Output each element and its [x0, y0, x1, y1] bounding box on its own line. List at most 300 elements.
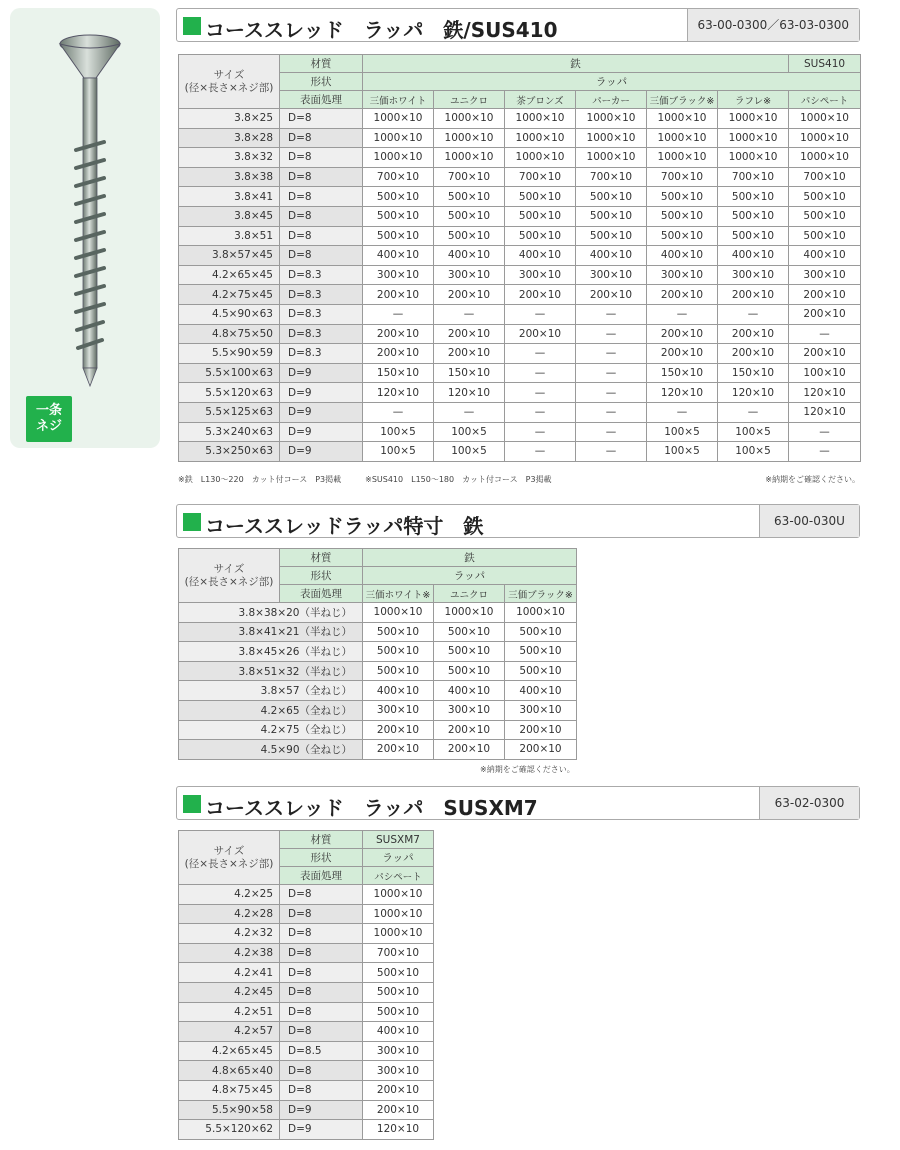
quantity-cell: — — [576, 363, 647, 383]
quantity-cell: 200×10 — [363, 344, 434, 364]
table-row — [179, 363, 861, 383]
shape-value: ラッパ — [363, 73, 861, 91]
finish-label: 表面処理 — [280, 585, 363, 603]
size-cell: 4.2×51 — [179, 1002, 280, 1022]
quantity-cell: 1000×10 — [789, 128, 861, 148]
quantity-cell: 500×10 — [363, 226, 434, 246]
quantity-cell: 500×10 — [434, 642, 505, 662]
size-cell: 4.8×75×50 — [179, 324, 280, 344]
quantity-cell: — — [505, 304, 576, 324]
quantity-cell: 500×10 — [363, 642, 434, 662]
shape-label: 形状 — [280, 567, 363, 585]
head-diameter-cell: D=8 — [280, 885, 363, 905]
quantity-cell: 300×10 — [718, 265, 789, 285]
quantity-cell: 500×10 — [363, 187, 434, 207]
quantity-cell: 1000×10 — [363, 148, 434, 168]
section2-note-delivery: ※納期をご確認ください。 — [480, 765, 575, 774]
quantity-cell: 300×10 — [576, 265, 647, 285]
head-diameter-cell: D=9 — [280, 363, 363, 383]
section3-table — [178, 830, 434, 1140]
material-label: 材質 — [280, 831, 363, 849]
quantity-cell: 200×10 — [505, 740, 577, 760]
quantity-cell: 1000×10 — [363, 603, 434, 623]
section3-title: コーススレッド ラッパ SUSXM7 — [205, 796, 538, 820]
quantity-cell: 400×10 — [363, 681, 434, 701]
quantity-cell: 200×10 — [363, 324, 434, 344]
table-row — [179, 622, 577, 642]
quantity-cell: 500×10 — [505, 661, 577, 681]
quantity-cell: 500×10 — [434, 206, 505, 226]
size-cell: 3.8×28 — [179, 128, 280, 148]
quantity-cell: 300×10 — [505, 265, 576, 285]
table-row — [179, 109, 861, 129]
table-row — [179, 904, 434, 924]
size-header-line2: (径×長さ×ネジ部) — [184, 575, 274, 588]
quantity-cell: 500×10 — [647, 226, 718, 246]
size-cell: 4.2×65（全ねじ） — [179, 700, 363, 720]
quantity-cell: 200×10 — [363, 740, 434, 760]
quantity-cell: 500×10 — [363, 661, 434, 681]
size-cell: 4.2×75×45 — [179, 285, 280, 305]
quantity-cell: 700×10 — [789, 167, 861, 187]
finish-column-header: 三価ブラック※ — [505, 585, 577, 603]
size-cell: 4.2×41 — [179, 963, 280, 983]
section1-title: コーススレッド ラッパ 鉄/SUS410 — [205, 18, 558, 42]
size-cell: 3.8×51 — [179, 226, 280, 246]
quantity-cell: — — [576, 324, 647, 344]
size-cell: 4.2×38 — [179, 943, 280, 963]
size-cell: 4.2×65×45 — [179, 1041, 280, 1061]
quantity-cell: — — [576, 402, 647, 422]
size-cell: 4.2×65×45 — [179, 265, 280, 285]
table-row — [179, 265, 861, 285]
material-iron: 鉄 — [363, 549, 577, 567]
quantity-cell: 400×10 — [647, 246, 718, 266]
quantity-cell: 120×10 — [789, 402, 861, 422]
size-cell: 5.5×90×58 — [179, 1100, 280, 1120]
quantity-cell: — — [505, 383, 576, 403]
head-diameter-cell: D=8 — [280, 924, 363, 944]
quantity-cell: 120×10 — [647, 383, 718, 403]
section1-code: 63-00-0300／63-03-0300 — [687, 9, 859, 41]
table-row — [179, 1120, 434, 1140]
quantity-cell: 500×10 — [647, 187, 718, 207]
quantity-cell: 500×10 — [434, 226, 505, 246]
quantity-cell: 1000×10 — [434, 603, 505, 623]
size-cell: 5.5×125×63 — [179, 402, 280, 422]
head-diameter-cell: D=8.3 — [280, 344, 363, 364]
size-cell: 3.8×45 — [179, 206, 280, 226]
quantity-cell: 300×10 — [363, 700, 434, 720]
quantity-cell: 100×5 — [434, 422, 505, 442]
quantity-cell: 120×10 — [718, 383, 789, 403]
quantity-cell: — — [718, 402, 789, 422]
quantity-cell: 1000×10 — [434, 109, 505, 129]
quantity-cell: 500×10 — [363, 206, 434, 226]
finish-column-header: 茶ブロンズ — [505, 91, 576, 109]
quantity-cell: 400×10 — [718, 246, 789, 266]
table-row — [179, 720, 577, 740]
quantity-cell: 1000×10 — [363, 885, 434, 905]
finish-column-header: ラフレ※ — [718, 91, 789, 109]
size-cell: 4.2×75（全ねじ） — [179, 720, 363, 740]
quantity-cell: 1000×10 — [789, 148, 861, 168]
single-thread-badge — [26, 396, 72, 442]
head-diameter-cell: D=8 — [280, 1061, 363, 1081]
head-diameter-cell: D=9 — [280, 422, 363, 442]
quantity-cell: 150×10 — [718, 363, 789, 383]
quantity-cell: 500×10 — [505, 226, 576, 246]
size-cell: 3.8×41 — [179, 187, 280, 207]
quantity-cell: 120×10 — [363, 383, 434, 403]
quantity-cell: 700×10 — [647, 167, 718, 187]
quantity-cell: 200×10 — [647, 285, 718, 305]
table-row — [179, 982, 434, 1002]
section1-header — [176, 8, 860, 42]
section2-header — [176, 504, 860, 538]
quantity-cell: 120×10 — [363, 1120, 434, 1140]
head-diameter-cell: D=8 — [280, 1002, 363, 1022]
quantity-cell: 1000×10 — [789, 109, 861, 129]
head-diameter-cell: D=8 — [280, 963, 363, 983]
quantity-cell: — — [647, 304, 718, 324]
quantity-cell: 1000×10 — [363, 904, 434, 924]
head-diameter-cell: D=8.5 — [280, 1041, 363, 1061]
head-diameter-cell: D=8 — [280, 187, 363, 207]
quantity-cell: 300×10 — [434, 700, 505, 720]
quantity-cell: — — [718, 304, 789, 324]
size-header-line1: サイズ — [213, 844, 245, 857]
finish-column-header: 三価ホワイト※ — [363, 585, 434, 603]
section1-note-delivery: ※納期をご確認ください。 — [765, 475, 860, 484]
table-row — [179, 1080, 434, 1100]
quantity-cell: 1000×10 — [718, 109, 789, 129]
quantity-cell: 300×10 — [647, 265, 718, 285]
quantity-cell: 200×10 — [789, 285, 861, 305]
shape-label: 形状 — [280, 73, 363, 91]
quantity-cell: — — [576, 422, 647, 442]
finish-column-header: 三価ブラック※ — [647, 91, 718, 109]
quantity-cell: 300×10 — [363, 1061, 434, 1081]
size-cell: 5.3×240×63 — [179, 422, 280, 442]
quantity-cell: — — [576, 383, 647, 403]
quantity-cell: 200×10 — [647, 344, 718, 364]
quantity-cell: 200×10 — [363, 720, 434, 740]
quantity-cell: 1000×10 — [647, 128, 718, 148]
head-diameter-cell: D=8 — [280, 148, 363, 168]
quantity-cell: 1000×10 — [576, 109, 647, 129]
section2-title: コーススレッドラッパ特寸 鉄 — [205, 514, 484, 538]
quantity-cell: — — [434, 304, 505, 324]
table-row — [179, 661, 577, 681]
quantity-cell: 300×10 — [363, 1041, 434, 1061]
section2-table — [178, 548, 577, 760]
head-diameter-cell: D=9 — [280, 1120, 363, 1140]
head-diameter-cell: D=8.3 — [280, 304, 363, 324]
quantity-cell: 400×10 — [505, 681, 577, 701]
size-header — [179, 831, 280, 885]
table-row — [179, 1002, 434, 1022]
table-row — [179, 128, 861, 148]
quantity-cell: 500×10 — [647, 206, 718, 226]
quantity-cell: 500×10 — [718, 206, 789, 226]
section1-note: ※鉄 L130〜220 カット付コース P3掲載 ※SUS410 L150〜180 カット付コース P3掲載 — [178, 475, 552, 484]
quantity-cell: — — [505, 442, 576, 462]
quantity-cell: 200×10 — [434, 720, 505, 740]
quantity-cell: 200×10 — [789, 344, 861, 364]
quantity-cell: 500×10 — [789, 226, 861, 246]
finish-column-header: パシペート — [789, 91, 861, 109]
quantity-cell: 100×5 — [363, 442, 434, 462]
table-row — [179, 1100, 434, 1120]
shape-value: ラッパ — [363, 849, 434, 867]
badge-line1: 一条 — [35, 403, 62, 418]
quantity-cell: — — [505, 422, 576, 442]
size-cell: 3.8×25 — [179, 109, 280, 129]
size-cell: 5.3×250×63 — [179, 442, 280, 462]
quantity-cell: 700×10 — [434, 167, 505, 187]
head-diameter-cell: D=8 — [280, 1080, 363, 1100]
quantity-cell: 150×10 — [434, 363, 505, 383]
quantity-cell: 200×10 — [718, 285, 789, 305]
quantity-cell: 400×10 — [576, 246, 647, 266]
quantity-cell: — — [647, 402, 718, 422]
quantity-cell: 500×10 — [434, 661, 505, 681]
finish-column-header: パシペート — [363, 867, 434, 885]
quantity-cell: 500×10 — [363, 622, 434, 642]
table-row — [179, 943, 434, 963]
quantity-cell: 1000×10 — [505, 148, 576, 168]
quantity-cell: 150×10 — [363, 363, 434, 383]
quantity-cell: 700×10 — [718, 167, 789, 187]
quantity-cell: 500×10 — [363, 982, 434, 1002]
quantity-cell: 200×10 — [363, 1100, 434, 1120]
table-row — [179, 402, 861, 422]
table-row — [179, 885, 434, 905]
section3-header — [176, 786, 860, 820]
green-square-icon — [183, 17, 201, 35]
product-image-panel — [10, 8, 160, 448]
size-cell: 3.8×38 — [179, 167, 280, 187]
quantity-cell: 300×10 — [434, 265, 505, 285]
material-iron: 鉄 — [363, 55, 789, 73]
table-row — [179, 1061, 434, 1081]
quantity-cell: 100×5 — [363, 422, 434, 442]
quantity-cell: 1000×10 — [647, 109, 718, 129]
quantity-cell: 100×5 — [718, 442, 789, 462]
quantity-cell: 500×10 — [789, 187, 861, 207]
quantity-cell: 1000×10 — [718, 148, 789, 168]
quantity-cell: 200×10 — [363, 1080, 434, 1100]
head-diameter-cell: D=8 — [280, 904, 363, 924]
table-row — [179, 700, 577, 720]
quantity-cell: — — [363, 304, 434, 324]
table-row — [179, 642, 577, 662]
quantity-cell: 200×10 — [647, 324, 718, 344]
head-diameter-cell: D=8 — [280, 246, 363, 266]
size-cell: 3.8×41×21（半ねじ） — [179, 622, 363, 642]
quantity-cell: 500×10 — [789, 206, 861, 226]
quantity-cell: 700×10 — [505, 167, 576, 187]
size-cell: 3.8×32 — [179, 148, 280, 168]
head-diameter-cell: D=8.3 — [280, 265, 363, 285]
finish-column-header: ユニクロ — [434, 91, 505, 109]
shape-label: 形状 — [280, 849, 363, 867]
size-cell: 5.5×120×63 — [179, 383, 280, 403]
table-row — [179, 167, 861, 187]
quantity-cell: 700×10 — [363, 943, 434, 963]
quantity-cell: — — [576, 304, 647, 324]
quantity-cell: — — [505, 363, 576, 383]
quantity-cell: 700×10 — [363, 167, 434, 187]
quantity-cell: — — [789, 422, 861, 442]
table-row — [179, 324, 861, 344]
green-square-icon — [183, 795, 201, 813]
quantity-cell: 200×10 — [789, 304, 861, 324]
quantity-cell: 200×10 — [718, 324, 789, 344]
quantity-cell: 1000×10 — [505, 603, 577, 623]
quantity-cell: — — [576, 442, 647, 462]
quantity-cell: 500×10 — [718, 226, 789, 246]
quantity-cell: 1000×10 — [576, 128, 647, 148]
quantity-cell: 300×10 — [505, 700, 577, 720]
quantity-cell: 200×10 — [505, 720, 577, 740]
quantity-cell: 1000×10 — [505, 128, 576, 148]
finish-label: 表面処理 — [280, 867, 363, 885]
quantity-cell: 500×10 — [434, 187, 505, 207]
table-row — [179, 383, 861, 403]
size-header — [179, 549, 280, 603]
quantity-cell: 500×10 — [576, 226, 647, 246]
quantity-cell: — — [434, 402, 505, 422]
size-cell: 4.2×28 — [179, 904, 280, 924]
table-row — [179, 344, 861, 364]
size-cell: 3.8×38×20（半ねじ） — [179, 603, 363, 623]
quantity-cell: 400×10 — [434, 246, 505, 266]
head-diameter-cell: D=9 — [280, 383, 363, 403]
quantity-cell: 500×10 — [505, 642, 577, 662]
section2-code: 63-00-030U — [759, 505, 859, 537]
quantity-cell: 1000×10 — [718, 128, 789, 148]
quantity-cell: — — [576, 344, 647, 364]
quantity-cell: 200×10 — [718, 344, 789, 364]
quantity-cell: 500×10 — [718, 187, 789, 207]
material-value: SUSXM7 — [363, 831, 434, 849]
quantity-cell: 100×5 — [647, 442, 718, 462]
quantity-cell: — — [789, 442, 861, 462]
head-diameter-cell: D=9 — [280, 442, 363, 462]
table-row — [179, 304, 861, 324]
material-label: 材質 — [280, 549, 363, 567]
table-row — [179, 681, 577, 701]
quantity-cell: 400×10 — [363, 1022, 434, 1042]
quantity-cell: 100×5 — [647, 422, 718, 442]
head-diameter-cell: D=8.3 — [280, 285, 363, 305]
head-diameter-cell: D=8 — [280, 982, 363, 1002]
material-sus: SUS410 — [789, 55, 861, 73]
table-row — [179, 148, 861, 168]
quantity-cell: 200×10 — [434, 285, 505, 305]
quantity-cell: 200×10 — [505, 324, 576, 344]
table-row — [179, 442, 861, 462]
quantity-cell: 500×10 — [505, 622, 577, 642]
size-cell: 4.2×25 — [179, 885, 280, 905]
quantity-cell: 300×10 — [789, 265, 861, 285]
table-row — [179, 1041, 434, 1061]
head-diameter-cell: D=8 — [280, 226, 363, 246]
size-header-line2: (径×長さ×ネジ部) — [184, 857, 274, 870]
quantity-cell: 200×10 — [434, 344, 505, 364]
quantity-cell: 200×10 — [434, 324, 505, 344]
quantity-cell: 500×10 — [434, 622, 505, 642]
quantity-cell: 150×10 — [647, 363, 718, 383]
quantity-cell: 1000×10 — [363, 128, 434, 148]
head-diameter-cell: D=8 — [280, 943, 363, 963]
quantity-cell: 1000×10 — [434, 128, 505, 148]
quantity-cell: 200×10 — [576, 285, 647, 305]
size-header-line1: サイズ — [213, 68, 245, 81]
section3-code: 63-02-0300 — [759, 787, 859, 819]
quantity-cell: 1000×10 — [505, 109, 576, 129]
size-header — [179, 55, 280, 109]
quantity-cell: 1000×10 — [363, 924, 434, 944]
quantity-cell: 100×10 — [789, 363, 861, 383]
quantity-cell: 400×10 — [434, 681, 505, 701]
quantity-cell: 500×10 — [576, 187, 647, 207]
size-cell: 4.2×32 — [179, 924, 280, 944]
table-row — [179, 924, 434, 944]
head-diameter-cell: D=8 — [280, 128, 363, 148]
size-cell: 4.2×45 — [179, 982, 280, 1002]
quantity-cell: 200×10 — [505, 285, 576, 305]
screw-image — [30, 30, 150, 390]
quantity-cell: 1000×10 — [647, 148, 718, 168]
size-cell: 3.8×57（全ねじ） — [179, 681, 363, 701]
quantity-cell: — — [505, 402, 576, 422]
finish-column-header: 三価ホワイト — [363, 91, 434, 109]
head-diameter-cell: D=9 — [280, 402, 363, 422]
size-cell: 3.8×51×32（半ねじ） — [179, 661, 363, 681]
table-row — [179, 422, 861, 442]
head-diameter-cell: D=8 — [280, 1022, 363, 1042]
quantity-cell: 120×10 — [434, 383, 505, 403]
quantity-cell: 1000×10 — [576, 148, 647, 168]
table-row — [179, 603, 577, 623]
size-cell: 4.2×57 — [179, 1022, 280, 1042]
quantity-cell: 200×10 — [434, 740, 505, 760]
quantity-cell: 500×10 — [505, 187, 576, 207]
table-row — [179, 740, 577, 760]
size-cell: 4.8×75×45 — [179, 1080, 280, 1100]
shape-value: ラッパ — [363, 567, 577, 585]
quantity-cell: 400×10 — [505, 246, 576, 266]
quantity-cell: — — [789, 324, 861, 344]
table-row — [179, 1022, 434, 1042]
size-cell: 3.8×57×45 — [179, 246, 280, 266]
size-cell: 4.8×65×40 — [179, 1061, 280, 1081]
material-label: 材質 — [280, 55, 363, 73]
quantity-cell: 200×10 — [363, 285, 434, 305]
quantity-cell: 500×10 — [363, 1002, 434, 1022]
size-cell: 4.5×90（全ねじ） — [179, 740, 363, 760]
badge-line2: ネジ — [35, 419, 62, 434]
head-diameter-cell: D=8 — [280, 206, 363, 226]
head-diameter-cell: D=8 — [280, 109, 363, 129]
head-diameter-cell: D=8 — [280, 167, 363, 187]
finish-column-header: ユニクロ — [434, 585, 505, 603]
quantity-cell: 100×5 — [434, 442, 505, 462]
quantity-cell: 500×10 — [576, 206, 647, 226]
